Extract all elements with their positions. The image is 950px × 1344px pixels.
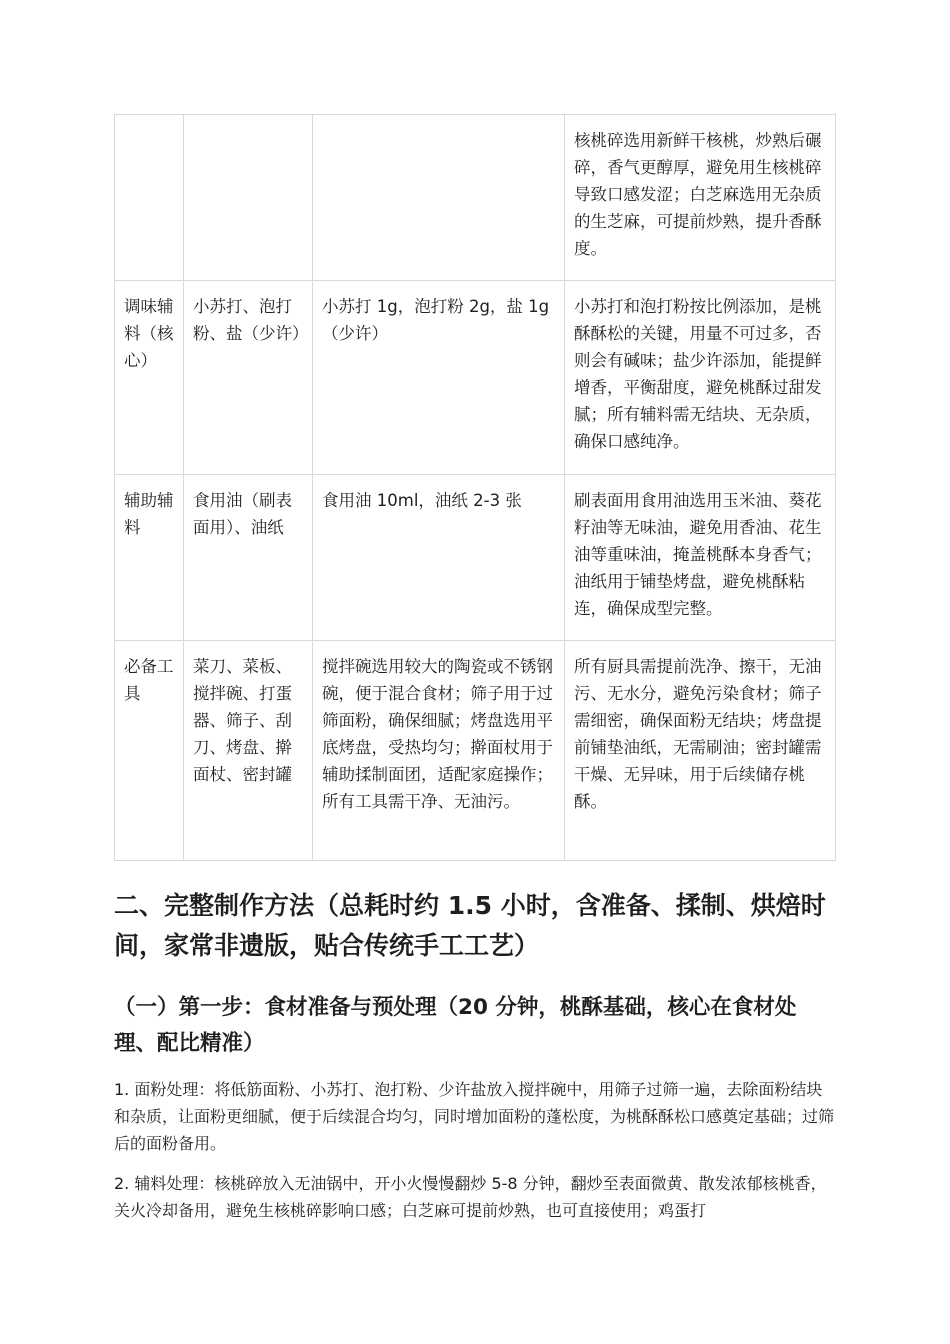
cell-name: 食用油（刷表面用）、油纸 (184, 475, 313, 641)
table-row (115, 641, 836, 861)
cell-note: 核桃碎选用新鲜干核桃，炒熟后碾碎，香气更醇厚，避免用生核桃碎导致口感发涩；白芝麻选用无杂质的生芝麻，可提前炒熟，提升香酥度。 (565, 115, 836, 281)
cell-category (115, 115, 184, 281)
table-row (115, 115, 836, 281)
cell-name: 菜刀、菜板、搅拌碗、打蛋器、筛子、刮刀、烤盘、擀面杖、密封罐 (184, 641, 313, 861)
cell-note: 所有厨具需提前洗净、擦干，无油污、无水分，避免污染食材；筛子需细密，确保面粉无结块；烤盘提前铺垫油纸，无需刷油；密封罐需干燥、无异味，用于后续储存桃酥。 (565, 641, 836, 861)
table-row (115, 281, 836, 475)
cell-note: 小苏打和泡打粉按比例添加，是桃酥酥松的关键，用量不可过多，否则会有碱味；盐少许添加，能提鲜增香，平衡甜度，避免桃酥过甜发腻；所有辅料需无结块、无杂质，确保口感纯净。 (565, 281, 836, 475)
cell-category: 辅助辅料 (115, 475, 184, 641)
cell-amount: 小苏打 1g，泡打粉 2g，盐 1g（少许） (313, 281, 565, 475)
table-row (115, 475, 836, 641)
cell-amount: 搅拌碗选用较大的陶瓷或不锈钢碗，便于混合食材；筛子用于过筛面粉，确保细腻；烤盘选用平底烤盘，受热均匀；擀面杖用于辅助揉制面团，适配家庭操作；所有工具需干净、无油污。 (313, 641, 565, 861)
paragraph-flour-prep: 1. 面粉处理：将低筋面粉、小苏打、泡打粉、少许盐放入搅拌碗中，用筛子过筛一遍，去除面粉结块和杂质，让面粉更细腻，便于后续混合均匀，同时增加面粉的蓬松度，为桃酥酥松口感奠定基础；过筛后的面粉备用。 (114, 1080, 835, 1153)
cell-amount: 食用油 10ml，油纸 2-3 张 (313, 475, 565, 641)
cell-name (184, 115, 313, 281)
step-heading: （一）第一步：食材准备与预处理（20 分钟，桃酥基础，核心在食材处理、配比精准） (114, 995, 797, 1056)
paragraph-auxiliary-prep: 2. 辅料处理：核桃碎放入无油锅中，开小火慢慢翻炒 5-8 分钟，翻炒至表面微黄、散发浓郁核桃香，关火冷却备用，避免生核桃碎影响口感；白芝麻可提前炒熟，也可直接使用；鸡蛋打 (114, 1174, 827, 1220)
cell-name: 小苏打、泡打粉、盐（少许） (184, 281, 313, 475)
cell-amount (313, 115, 565, 281)
section-heading: 二、完整制作方法（总耗时约 1.5 小时，含准备、揉制、烘焙时间，家常非遗版，贴合传统手工工艺） (114, 891, 826, 960)
ingredients-table (114, 114, 836, 861)
cell-note: 刷表面用食用油选用玉米油、葵花籽油等无味油，避免用香油、花生油等重味油，掩盖桃酥本身香气；油纸用于铺垫烤盘，避免桃酥粘连，确保成型完整。 (565, 475, 836, 641)
cell-category: 必备工具 (115, 641, 184, 861)
cell-category: 调味辅料（核心） (115, 281, 184, 475)
